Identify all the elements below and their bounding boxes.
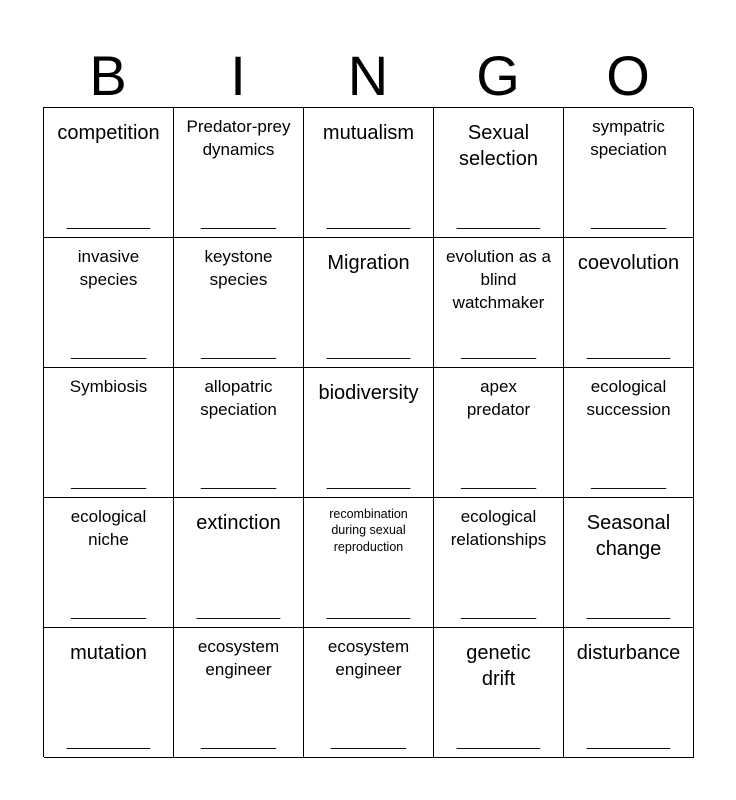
- cell-answer-line: _________: [590, 473, 667, 490]
- cell-answer-line: __________: [66, 733, 151, 750]
- cell-term: evolution as a blind watchmaker: [446, 247, 551, 312]
- cell-term: ecological relationships: [450, 507, 547, 549]
- bingo-cell[interactable]: [44, 238, 174, 368]
- header-letter-g: G: [476, 44, 520, 107]
- cell-answer-line: _________: [200, 733, 277, 750]
- bingo-cell[interactable]: [174, 498, 304, 628]
- cell-answer-line: __________: [66, 213, 151, 230]
- cell-answer-line: _________: [200, 343, 277, 360]
- cell-term: sympatric speciation: [590, 117, 667, 159]
- cell-term: competition: [57, 122, 160, 144]
- cell-term: genetic drift: [466, 642, 531, 690]
- cell-answer-line: _________: [70, 603, 147, 620]
- bingo-cell[interactable]: [304, 108, 434, 238]
- cell-answer-line: __________: [456, 733, 541, 750]
- cell-answer-line: _________: [200, 473, 277, 490]
- bingo-cell[interactable]: [434, 238, 564, 368]
- bingo-cell[interactable]: [304, 238, 434, 368]
- bingo-cell[interactable]: [564, 498, 694, 628]
- bingo-cell[interactable]: [304, 498, 434, 628]
- cell-answer-line: __________: [196, 603, 281, 620]
- bingo-cell[interactable]: [304, 628, 434, 758]
- cell-answer-line: __________: [586, 733, 671, 750]
- cell-term: Predator-prey dynamics: [186, 117, 291, 159]
- cell-term: disturbance: [576, 642, 681, 664]
- bingo-cell[interactable]: [564, 108, 694, 238]
- cell-answer-line: _________: [460, 603, 537, 620]
- cell-term: coevolution: [577, 252, 680, 274]
- cell-answer-line: _________: [70, 473, 147, 490]
- cell-answer-line: __________: [326, 473, 411, 490]
- header-letter-o: O: [606, 44, 650, 107]
- bingo-cell[interactable]: [44, 498, 174, 628]
- cell-term: apex predator: [466, 377, 531, 419]
- cell-answer-line: _________: [200, 213, 277, 230]
- bingo-cell[interactable]: [564, 628, 694, 758]
- cell-term: recombination during sexual reproduction: [329, 507, 408, 554]
- header-letter-b: B: [89, 44, 127, 107]
- cell-term: biodiversity: [318, 382, 419, 404]
- cell-answer-line: _________: [460, 343, 537, 360]
- header-letter-i: I: [230, 44, 246, 107]
- bingo-cell[interactable]: [174, 368, 304, 498]
- cell-answer-line: __________: [326, 213, 411, 230]
- bingo-header: [43, 45, 693, 107]
- cell-answer-line: _________: [590, 213, 667, 230]
- cell-term: keystone species: [204, 247, 273, 289]
- cell-answer-line: __________: [456, 213, 541, 230]
- cell-answer-line: _________: [460, 473, 537, 490]
- cell-term: Seasonal change: [586, 512, 671, 560]
- cell-term: ecosystem engineer: [197, 637, 280, 679]
- bingo-cell[interactable]: [44, 368, 174, 498]
- bingo-cell[interactable]: [174, 628, 304, 758]
- bingo-cell[interactable]: [304, 368, 434, 498]
- cell-term: Symbiosis: [69, 377, 148, 396]
- bingo-cell[interactable]: [434, 108, 564, 238]
- cell-term: mutation: [70, 642, 147, 664]
- cell-answer-line: _________: [70, 343, 147, 360]
- header-letter-n: N: [347, 44, 389, 107]
- cell-term: invasive species: [77, 247, 140, 289]
- cell-term: allopatric speciation: [200, 377, 277, 419]
- bingo-cell[interactable]: [44, 628, 174, 758]
- cell-term: ecological niche: [70, 507, 147, 549]
- bingo-cell[interactable]: [564, 238, 694, 368]
- cell-answer-line: __________: [586, 603, 671, 620]
- cell-term: extinction: [196, 512, 281, 534]
- bingo-cell[interactable]: [434, 498, 564, 628]
- cell-answer-line: __________: [326, 603, 411, 620]
- cell-term: Sexual selection: [459, 122, 538, 170]
- cell-term: ecosystem engineer: [327, 637, 410, 679]
- cell-term: ecological succession: [586, 377, 671, 419]
- cell-answer-line: __________: [326, 343, 411, 360]
- bingo-cell[interactable]: [44, 108, 174, 238]
- cell-answer-line: _________: [330, 733, 407, 750]
- bingo-cell[interactable]: [174, 108, 304, 238]
- cell-term: Migration: [327, 252, 410, 274]
- bingo-cell[interactable]: [564, 368, 694, 498]
- bingo-cell[interactable]: [434, 628, 564, 758]
- bingo-board: [43, 107, 693, 757]
- bingo-cell[interactable]: [174, 238, 304, 368]
- bingo-cell[interactable]: [434, 368, 564, 498]
- cell-answer-line: __________: [586, 343, 671, 360]
- cell-term: mutualism: [322, 122, 415, 144]
